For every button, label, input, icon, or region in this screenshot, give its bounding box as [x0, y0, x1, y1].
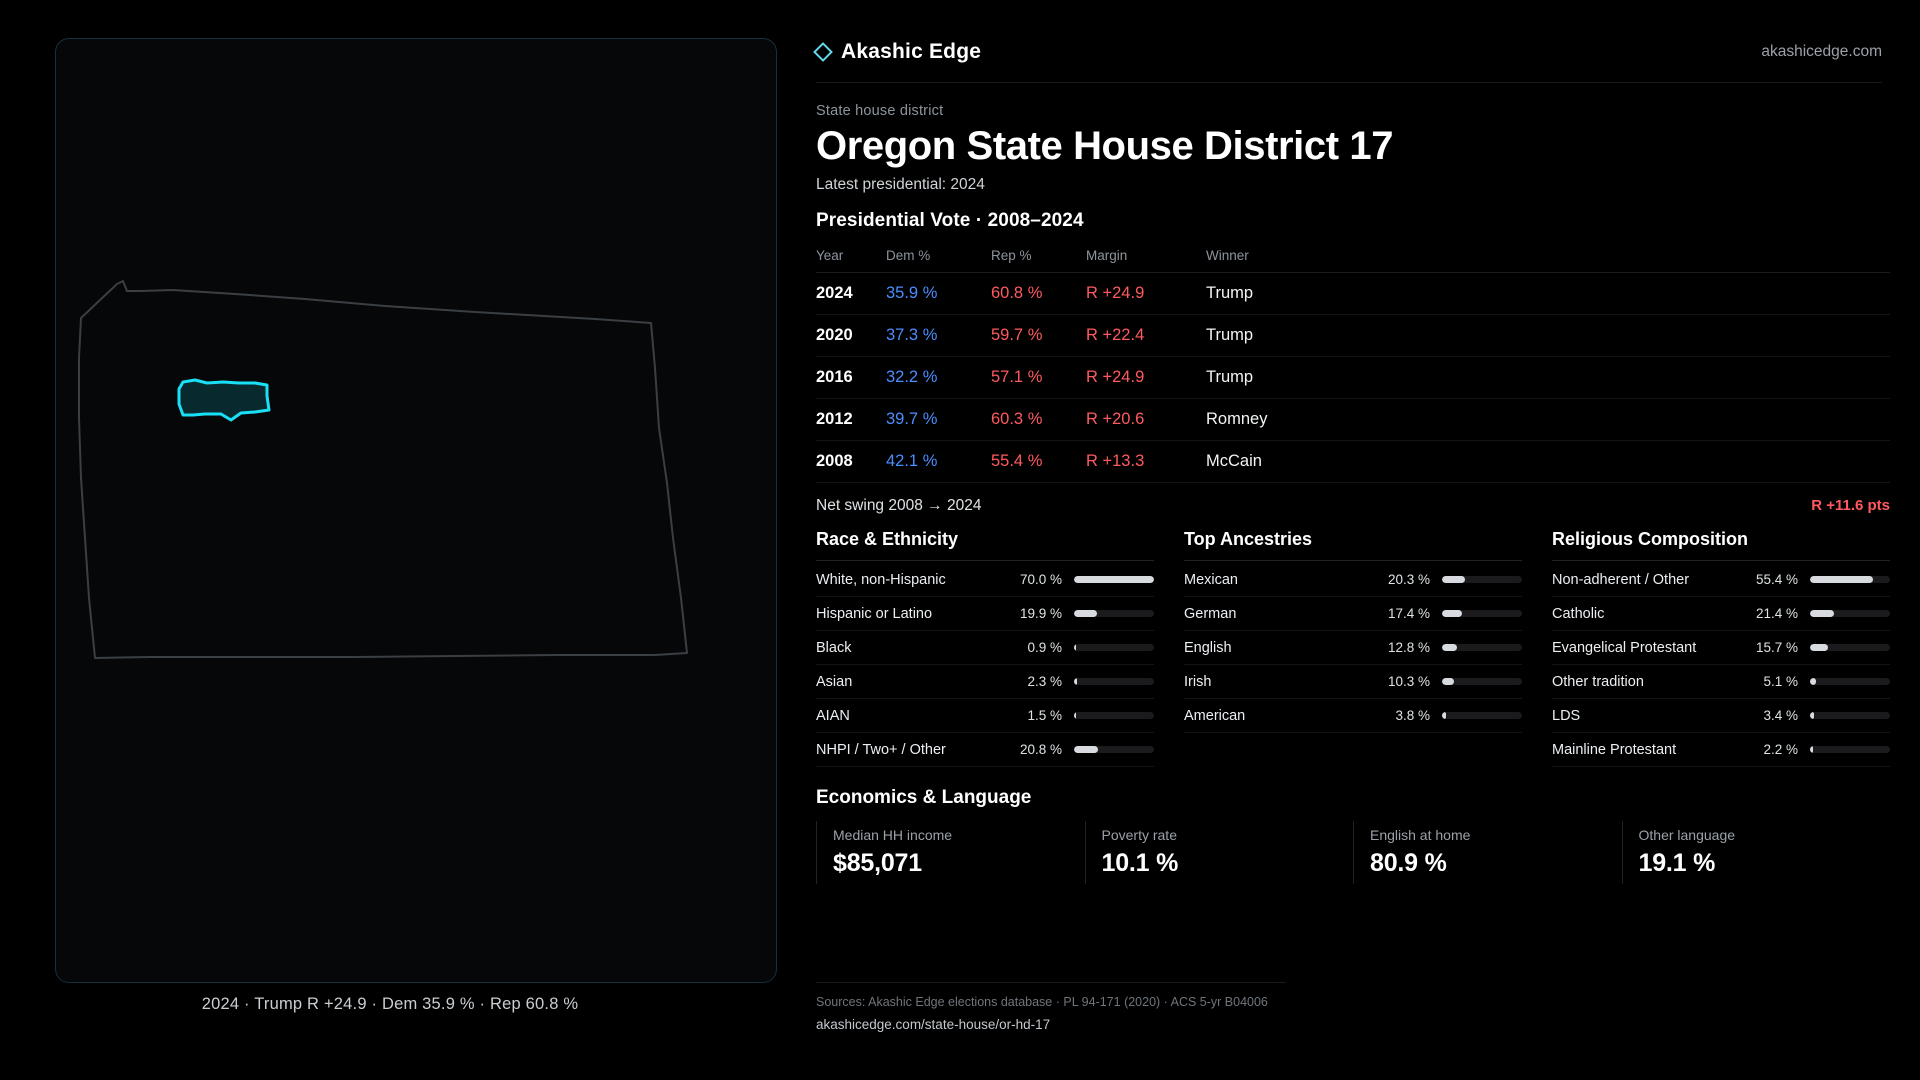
sources-block [816, 982, 1286, 1032]
brand-name: Akashic Edge [841, 40, 982, 63]
row-pct: 0.9 % [1027, 640, 1062, 656]
ancestries-column [1184, 529, 1522, 767]
eyebrow-label: State house district [816, 103, 944, 119]
cell-winner: Trump [1206, 273, 1890, 315]
row-bar [1442, 712, 1522, 719]
stat-card [1353, 821, 1622, 884]
row-bar [1810, 644, 1890, 651]
cell-rep: 57.1 % [991, 357, 1086, 399]
stat-value: 80.9 % [1370, 849, 1447, 878]
list-item [1184, 631, 1522, 665]
stat-card [1085, 821, 1354, 884]
stat-label: Median HH income [833, 827, 953, 844]
race-ethnicity-column [816, 529, 1154, 767]
row-bar [1074, 746, 1154, 753]
row-label: Other tradition [1552, 673, 1644, 690]
row-pct: 55.4 % [1755, 572, 1798, 588]
row-pct: 20.8 % [1019, 742, 1062, 758]
latest-presidential-label: Latest presidential: 2024 [816, 176, 985, 194]
col-winner: Winner [1206, 242, 1890, 273]
list-item [1552, 665, 1890, 699]
row-bar [1810, 610, 1890, 617]
row-label: NHPI / Two+ / Other [816, 741, 946, 758]
row-pct: 19.9 % [1019, 606, 1062, 622]
stat-value: 10.1 % [1101, 849, 1179, 878]
table-row [816, 357, 1890, 399]
row-bar [1810, 678, 1890, 685]
permalink[interactable]: akashicedge.com/state-house/or-hd-17 [816, 1017, 1051, 1032]
list-item [816, 699, 1154, 733]
row-bar [1074, 678, 1154, 685]
ancestry-heading: Top Ancestries [1184, 529, 1522, 561]
list-item [1184, 665, 1522, 699]
presidential-vote-table [816, 242, 1890, 483]
brand-url: akashicedge.com [1761, 43, 1882, 60]
row-pct: 12.8 % [1387, 640, 1430, 656]
list-item [816, 631, 1154, 665]
row-bar [1074, 644, 1154, 651]
list-item [1184, 563, 1522, 597]
list-item [1552, 563, 1890, 597]
table-row [816, 315, 1890, 357]
row-bar [1810, 746, 1890, 753]
row-bar [1074, 712, 1154, 719]
row-pct: 1.5 % [1027, 708, 1062, 724]
row-label: Evangelical Protestant [1552, 639, 1697, 656]
cell-year: 2020 [816, 315, 886, 357]
cell-winner: McCain [1206, 441, 1890, 483]
list-item [1552, 699, 1890, 733]
cell-winner: Trump [1206, 315, 1890, 357]
economics-heading: Economics & Language [816, 787, 1032, 809]
cell-year: 2012 [816, 399, 886, 441]
net-swing-value: R +11.6 pts [1811, 497, 1890, 515]
stat-card [816, 821, 1085, 884]
cell-rep: 55.4 % [991, 441, 1086, 483]
list-item [1552, 597, 1890, 631]
col-year: Year [816, 242, 886, 273]
row-bar [1442, 610, 1522, 617]
list-item [816, 665, 1154, 699]
brand-left [816, 40, 981, 64]
cell-year: 2024 [816, 273, 886, 315]
row-label: American [1184, 707, 1246, 724]
diamond-icon [813, 42, 833, 62]
row-pct: 17.4 % [1387, 606, 1430, 622]
row-label: German [1184, 605, 1237, 622]
sources-line: Sources: Akashic Edge elections database · PL 94-171 (2020) · ACS 5-yr B04006 [816, 982, 1286, 1009]
row-bar [1074, 610, 1154, 617]
table-row [816, 273, 1890, 315]
row-pct: 2.2 % [1763, 742, 1798, 758]
cell-margin: R +24.9 [1086, 273, 1206, 315]
row-bar [1810, 576, 1890, 583]
list-item [816, 733, 1154, 767]
brand-bar [816, 0, 1882, 83]
stat-label: Poverty rate [1101, 827, 1177, 844]
page-title: Oregon State House District 17 [816, 124, 1394, 168]
list-item [1184, 699, 1522, 733]
map-caption: 2024 · Trump R +24.9 · Dem 35.9 % · Rep 60.8 % [201, 995, 579, 1013]
row-pct: 15.7 % [1755, 640, 1798, 656]
cell-year: 2016 [816, 357, 886, 399]
cell-dem: 39.7 % [886, 399, 991, 441]
row-bar [1810, 712, 1890, 719]
cell-margin: R +20.6 [1086, 399, 1206, 441]
religion-column [1552, 529, 1890, 767]
cell-dem: 37.3 % [886, 315, 991, 357]
table-header-row [816, 242, 1890, 273]
district-highlight[interactable] [179, 380, 269, 420]
row-label: Asian [816, 673, 853, 690]
row-pct: 3.4 % [1763, 708, 1798, 724]
row-pct: 70.0 % [1019, 572, 1062, 588]
cell-winner: Romney [1206, 399, 1890, 441]
cell-margin: R +13.3 [1086, 441, 1206, 483]
row-pct: 21.4 % [1755, 606, 1798, 622]
row-bar [1442, 576, 1522, 583]
row-label: Non-adherent / Other [1552, 571, 1690, 588]
table-row [816, 399, 1890, 441]
row-pct: 3.8 % [1395, 708, 1430, 724]
cell-dem: 32.2 % [886, 357, 991, 399]
row-bar [1442, 644, 1522, 651]
list-item [1552, 733, 1890, 767]
list-item [1552, 631, 1890, 665]
demographics-columns [816, 529, 1890, 767]
cell-rep: 59.7 % [991, 315, 1086, 357]
cell-margin: R +24.9 [1086, 357, 1206, 399]
col-margin: Margin [1086, 242, 1206, 273]
stat-value: $85,071 [833, 849, 922, 878]
row-bar [1442, 678, 1522, 685]
oregon-state-map [55, 38, 777, 983]
row-label: Mainline Protestant [1552, 741, 1677, 758]
cell-year: 2008 [816, 441, 886, 483]
stat-label: Other language [1638, 827, 1736, 844]
cell-winner: Trump [1206, 357, 1890, 399]
col-rep: Rep % [991, 242, 1086, 273]
row-label: English [1184, 639, 1232, 656]
state-outline [79, 281, 687, 658]
race-heading: Race & Ethnicity [816, 529, 1154, 561]
net-swing-label: Net swing 2008 → 2024 [816, 497, 982, 515]
list-item [816, 563, 1154, 597]
cell-margin: R +22.4 [1086, 315, 1206, 357]
row-pct: 5.1 % [1763, 674, 1798, 690]
row-label: LDS [1552, 707, 1581, 724]
row-bar [1074, 576, 1154, 583]
row-label: Black [816, 639, 852, 656]
row-pct: 20.3 % [1387, 572, 1430, 588]
list-item [1184, 597, 1522, 631]
cell-dem: 35.9 % [886, 273, 991, 315]
row-label: Hispanic or Latino [816, 605, 933, 622]
row-pct: 2.3 % [1027, 674, 1062, 690]
row-label: White, non-Hispanic [816, 571, 946, 588]
row-label: AIAN [816, 707, 850, 724]
cell-rep: 60.8 % [991, 273, 1086, 315]
content-panel [780, 0, 1920, 1080]
table-row [816, 441, 1890, 483]
row-label: Irish [1184, 673, 1212, 690]
stat-card [1622, 821, 1891, 884]
col-dem: Dem % [886, 242, 991, 273]
stat-value: 19.1 % [1638, 849, 1716, 878]
cell-dem: 42.1 % [886, 441, 991, 483]
row-label: Catholic [1552, 605, 1605, 622]
net-swing-row [816, 497, 1890, 521]
religion-heading: Religious Composition [1552, 529, 1890, 561]
economics-stats [816, 821, 1890, 884]
row-pct: 10.3 % [1387, 674, 1430, 690]
map-panel [0, 0, 780, 1080]
row-label: Mexican [1184, 571, 1238, 588]
presidential-vote-heading: Presidential Vote · 2008–2024 [816, 210, 1084, 232]
cell-rep: 60.3 % [991, 399, 1086, 441]
list-item [816, 597, 1154, 631]
stat-label: English at home [1370, 827, 1471, 844]
